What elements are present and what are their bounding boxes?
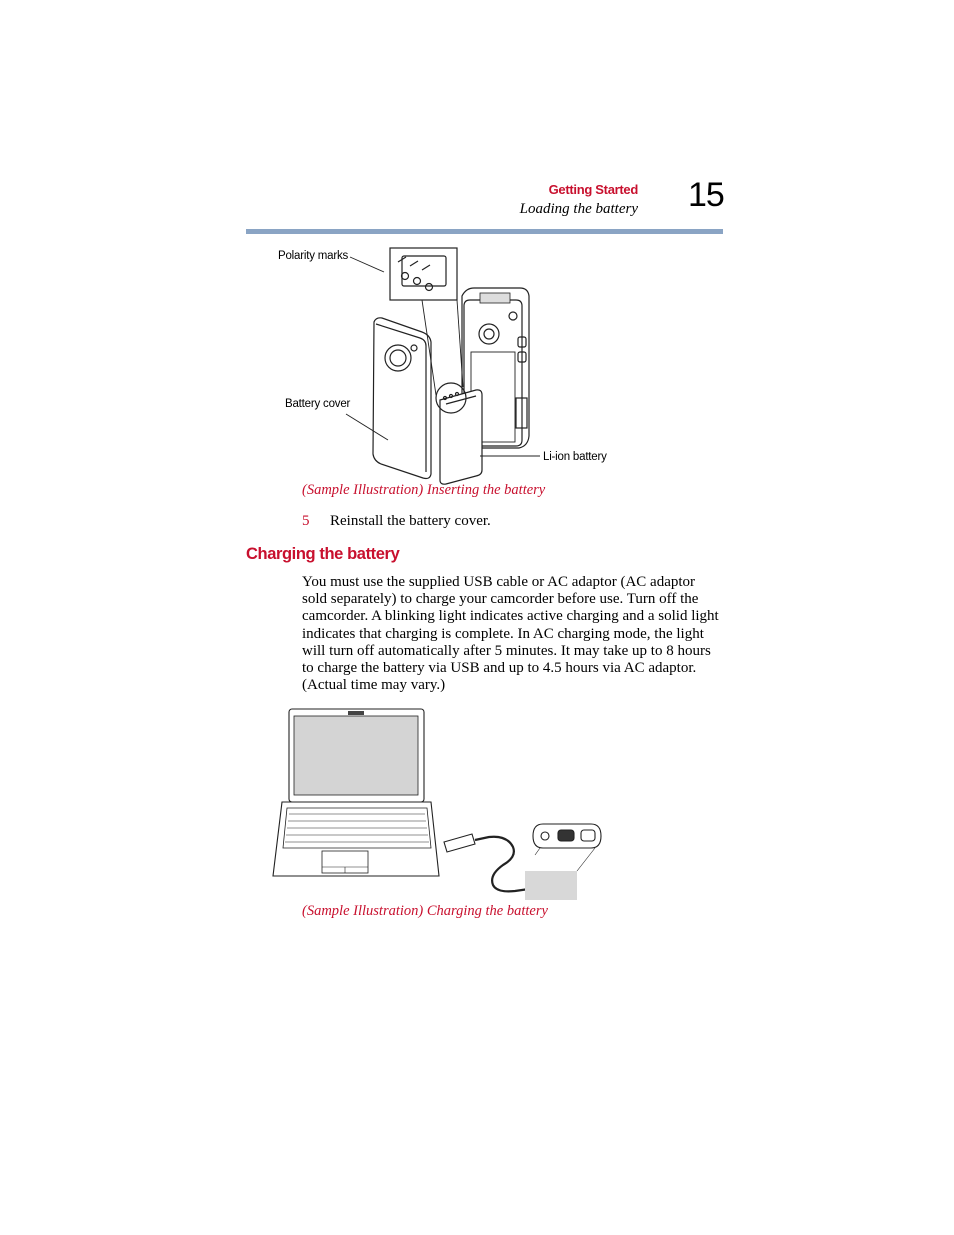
step-number: 5 bbox=[302, 513, 310, 529]
section-heading: Charging the battery bbox=[246, 545, 400, 563]
camcorder-port-view bbox=[525, 824, 601, 900]
header-subsection-title: Loading the battery bbox=[519, 201, 638, 217]
laptop bbox=[273, 709, 439, 876]
label-li-ion-battery: Li-ion battery bbox=[543, 451, 607, 463]
header-section-title: Getting Started bbox=[548, 182, 638, 197]
label-battery-cover: Battery cover bbox=[285, 398, 351, 410]
page-number: 15 bbox=[688, 176, 724, 214]
figure1-caption: (Sample Illustration) Inserting the battery bbox=[302, 482, 546, 498]
figure2-caption: (Sample Illustration) Charging the battery bbox=[302, 903, 548, 919]
label-polarity-marks: Polarity marks bbox=[278, 250, 349, 262]
charging-paragraph: You must use the supplied USB cable or AC adaptor (AC adaptor sold separately) to charge your camcorder before use. Turn off the camcorder. A blinking light indicates active charging and a solid light indicates that charging is complete. In AC charging mode, the light will turn off automatically after 5 minutes. It may take up to 8 hours to charge the battery via USB and up to 4.5 hours via AC adaptor. (Actual time may vary.) bbox=[302, 574, 719, 694]
step-text: Reinstall the battery cover. bbox=[330, 513, 491, 529]
